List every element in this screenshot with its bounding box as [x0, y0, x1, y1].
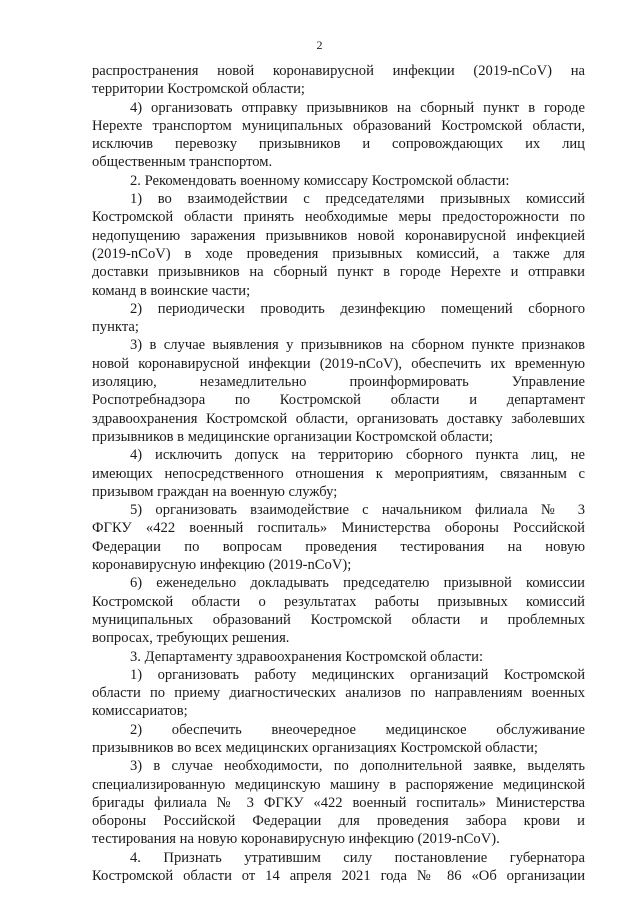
text-line: новой коронавирусной инфекции (2019-nCoV), обеспечить их временную [92, 355, 585, 372]
text-line: пункта; [92, 319, 139, 336]
text-line: здравоохранения Костромской области, организовать доставку заболевших [92, 410, 585, 427]
text-line: Костромской области о результатах работы призывных комиссий [92, 593, 585, 610]
text-line: Федерации по вопросам проведения тестирования на новую [92, 538, 585, 555]
text-line: 2. Рекомендовать военному комиссару Костромской области: [130, 172, 510, 189]
text-line: Нерехте транспортом муниципальных образований Костромской области, [92, 117, 585, 134]
text-line: вопросах, требующих решения. [92, 630, 290, 647]
text-line: (2019-nCoV) в ходе проведения призывных комиссий, а также для [92, 245, 585, 262]
text-line: призывников во всех медицинских организациях Костромской области; [92, 739, 538, 756]
text-line: комиссариатов; [92, 703, 188, 720]
text-line: Костромской области от 14 апреля 2021 года № 86 «Об организации [92, 868, 585, 885]
text-line: 3. Департаменту здравоохранения Костромской области: [130, 648, 484, 665]
text-line: ФГКУ «422 военный госпиталь» Министерства обороны Российской [92, 520, 585, 537]
text-line: специализированную медицинскую машину в распоряжение медицинской [92, 776, 585, 793]
text-line: распространения новой коронавирусной инфекции (2019-nCoV) на [92, 63, 585, 79]
page-number: 2 [316, 38, 323, 52]
text-line: общественным транспортом. [92, 154, 273, 171]
text-line: 2) обеспечить внеочередное медицинское обслуживание [130, 721, 585, 738]
text-line: 1) во взаимодействии с председателями призывных комиссий [130, 191, 585, 208]
text-line: изоляцию, незамедлительно проинформировать Управление [92, 374, 585, 391]
text-line: области по приему диагностических анализов по направлениям военных [92, 685, 585, 702]
text-line: коронавирусную инфекцию (2019-nCoV); [92, 557, 352, 574]
text-line: имеющих непосредственного отношения к мероприятиям, связанным с [92, 465, 585, 482]
text-line: доставки призывников на сборный пункт в городе Нерехте и отправки [92, 264, 585, 281]
text-line: 2) периодически проводить дезинфекцию помещений сборного [130, 300, 585, 317]
text-line: 4) исключить допуск на территорию сборного пункта лиц, не [130, 447, 585, 464]
text-line: 3) в случае выявления у призывников на сборном пункте признаков [130, 337, 585, 354]
text-line: 4. Признать утратившим силу постановление губернатора [130, 849, 585, 866]
text-line: недопущению заражения призывников новой коронавирусной инфекцией [92, 227, 585, 244]
text-line: команд в воинские части; [92, 282, 251, 299]
text-line: 6) еженедельно докладывать председателю призывной комиссии [130, 575, 585, 592]
text-line: территории Костромской области; [92, 81, 305, 98]
text-line: бригады филиала № 3 ФГКУ «422 военный госпиталь» Министерства [92, 794, 585, 811]
text-line: 4) организовать отправку призывников на сборный пункт в городе [130, 99, 585, 116]
text-line: муниципальных образований Костромской области и проблемных [92, 611, 585, 628]
text-line: 1) организовать работу медицинских организаций Костромской [130, 666, 585, 683]
text-line: Костромской области принять необходимые меры предосторожности по [92, 209, 585, 226]
document-body [92, 62, 585, 885]
text-line: призывом граждан на военную службу; [92, 483, 338, 500]
text-line: 3) в случае необходимости, по дополнительной заявке, выделять [130, 758, 585, 775]
text-line: тестирования на новую коронавирусную инфекцию (2019-nCoV). [92, 831, 500, 848]
text-line: 5) организовать взаимодействие с начальником филиала № 3 [130, 502, 585, 519]
text-line: исключив перевозку призывников и сопровождающих их лиц [92, 136, 585, 153]
text-line: Роспотребнадзора по Костромской области и департамент [92, 392, 585, 409]
text-line: призывников в медицинские организации Костромской области; [92, 428, 494, 445]
text-line: обороны Российской Федерации для проведения забора крови и [92, 813, 585, 830]
